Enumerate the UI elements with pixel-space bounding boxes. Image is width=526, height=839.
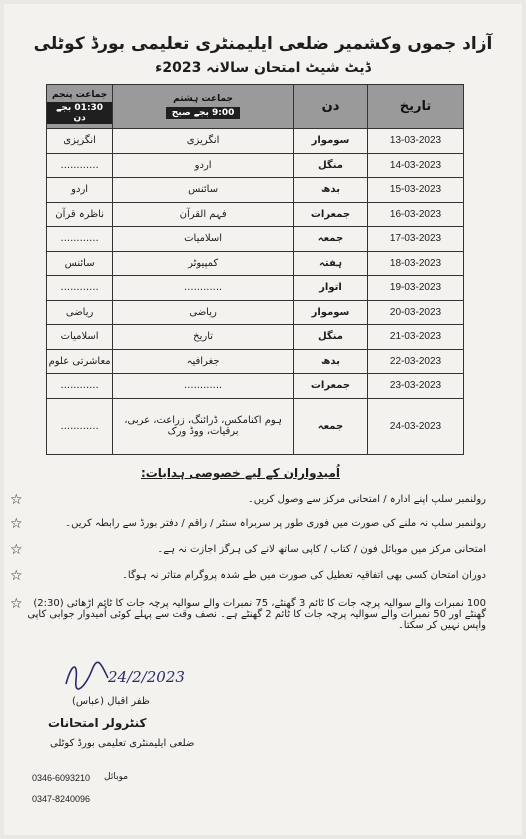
instruction-item: امتحانی مرکز میں موبائل فون / کتاب / کاپی ساتھ لانے کی ہرگز اجازت نہ ہے۔ — [157, 544, 486, 555]
cell-grade8: اسلامیات — [113, 227, 294, 252]
star-bullet-icon: ☆ — [10, 542, 23, 558]
cell-day: جمعہ — [294, 398, 368, 454]
cell-day: بدھ — [294, 178, 368, 203]
cell-grade8: ............ — [113, 374, 294, 399]
mobile-label: موبائل — [104, 772, 129, 782]
cell-grade5: اسلامیات — [47, 325, 113, 350]
cell-grade5: ............ — [47, 153, 113, 178]
cell-grade8: ہوم اکنامکس، ڈرائنگ، زراعت، عربی، برقیات، ووڈ ورک — [113, 398, 294, 454]
grade5-time: 01:30 بجے دن — [47, 102, 112, 124]
cell-grade5: اردو — [47, 178, 113, 203]
instruction-item: رولنمبر سلپ نہ ملنے کی صورت میں فوری طور پر سربراہ سنٹر / راقم / دفتر بورڈ سے رابطہ کریں۔ — [65, 518, 486, 529]
cell-day: ہفتہ — [294, 251, 368, 276]
grade8-label: جماعت ہشتم — [173, 94, 234, 104]
cell-day: بدھ — [294, 349, 368, 374]
star-bullet-icon: ☆ — [10, 492, 23, 508]
datesheet-table — [46, 84, 464, 455]
star-bullet-icon: ☆ — [10, 568, 23, 584]
cell-date: 23-03-2023 — [368, 374, 464, 399]
star-bullet-icon: ☆ — [10, 596, 23, 612]
table-row — [47, 178, 464, 203]
cell-grade5: ............ — [47, 398, 113, 454]
col-header-grade5 — [47, 85, 113, 129]
cell-date: 18-03-2023 — [368, 251, 464, 276]
grade5-label: جماعت پنجم — [51, 89, 108, 100]
table-row — [47, 300, 464, 325]
cell-grade5: ............ — [47, 276, 113, 301]
cell-date: 15-03-2023 — [368, 178, 464, 203]
table-row — [47, 374, 464, 399]
cell-date: 24-03-2023 — [368, 398, 464, 454]
table-row — [47, 325, 464, 350]
cell-day: سوموار — [294, 129, 368, 154]
cell-date: 22-03-2023 — [368, 349, 464, 374]
instruction-item: 100 نمبرات والے سوالیہ پرچہ جات کا ٹائم 3 گھنٹے، 75 نمبرات والے سوالیہ پرچہ جات کا ٹائم اڑھائی (2:30) گھنٹے اور 50 نمبرات والے سوالیہ پرچہ جات کا ٹائم 2 گھنٹے ہے۔ نصف وقت سے پہلے کوئی اُمیدوار جوابی کاپی واپس نہیں کر سکتا۔ — [27, 598, 486, 631]
table-row — [47, 202, 464, 227]
table-row — [47, 276, 464, 301]
cell-date: 16-03-2023 — [368, 202, 464, 227]
cell-grade8: ............ — [113, 276, 294, 301]
table-row — [47, 349, 464, 374]
cell-grade5: سائنس — [47, 251, 113, 276]
cell-grade5: انگریزی — [47, 129, 113, 154]
signatory-title: کنٹرولر امتحانات — [48, 716, 147, 730]
col-header-date: تاریخ — [368, 85, 464, 129]
cell-date: 20-03-2023 — [368, 300, 464, 325]
table-row — [47, 153, 464, 178]
cell-day: اتوار — [294, 276, 368, 301]
cell-grade5: معاشرتی علوم — [47, 349, 113, 374]
cell-date: 19-03-2023 — [368, 276, 464, 301]
cell-grade8: ریاضی — [113, 300, 294, 325]
instructions-heading: اُمیدواران کے لیے خصوصی ہدایات: — [140, 466, 340, 480]
cell-day: جمعرات — [294, 374, 368, 399]
phone-2: 0347-8240096 — [32, 794, 91, 804]
cell-grade8: جغرافیہ — [113, 349, 294, 374]
cell-day: منگل — [294, 153, 368, 178]
cell-day: سوموار — [294, 300, 368, 325]
table-row — [47, 251, 464, 276]
cell-date: 14-03-2023 — [368, 153, 464, 178]
table-row — [47, 398, 464, 454]
cell-grade8: اردو — [113, 153, 294, 178]
signature-date: 24/2/2023 — [108, 668, 185, 686]
cell-grade5: ............ — [47, 227, 113, 252]
star-bullet-icon: ☆ — [10, 516, 23, 532]
board-title: آزاد جموں وکشمیر ضلعی ایلیمنٹری تعلیمی بورڈ کوٹلی — [33, 34, 493, 54]
cell-date: 17-03-2023 — [368, 227, 464, 252]
datesheet-title: ڈیٹ شیٹ امتحان سالانہ 2023ء — [155, 60, 371, 76]
col-header-day: دن — [294, 85, 368, 129]
cell-grade5: ناظرہ قرآن — [47, 202, 113, 227]
cell-date: 13-03-2023 — [368, 129, 464, 154]
cell-day: جمعرات — [294, 202, 368, 227]
col-header-grade8 — [113, 85, 294, 129]
table-header-row — [47, 85, 464, 129]
cell-day: جمعہ — [294, 227, 368, 252]
cell-grade8: تاریخ — [113, 325, 294, 350]
grade8-time: 9:00 بجے صبح — [166, 107, 241, 119]
cell-grade5: ریاضی — [47, 300, 113, 325]
cell-day: منگل — [294, 325, 368, 350]
instruction-item: رولنمبر سلپ اپنے ادارہ / امتحانی مرکز سے وصول کریں۔ — [247, 494, 486, 505]
cell-grade8: سائنس — [113, 178, 294, 203]
table-row — [47, 227, 464, 252]
signatory-name: ظفر اقبال (عباس) — [72, 696, 150, 707]
cell-grade8: انگریزی — [113, 129, 294, 154]
cell-grade5: ............ — [47, 374, 113, 399]
phone-1: 0346-6093210 — [32, 773, 91, 783]
signatory-office: ضلعی ایلیمنٹری تعلیمی بورڈ کوٹلی — [50, 738, 195, 749]
cell-date: 21-03-2023 — [368, 325, 464, 350]
cell-grade8: کمپیوٹر — [113, 251, 294, 276]
instruction-item: دوران امتحان کسی بھی اتفاقیہ تعطیل کی صورت میں طے شدہ پروگرام متاثر نہ ہوگا۔ — [122, 570, 486, 581]
cell-grade8: فہم القرآن — [113, 202, 294, 227]
table-row — [47, 129, 464, 154]
